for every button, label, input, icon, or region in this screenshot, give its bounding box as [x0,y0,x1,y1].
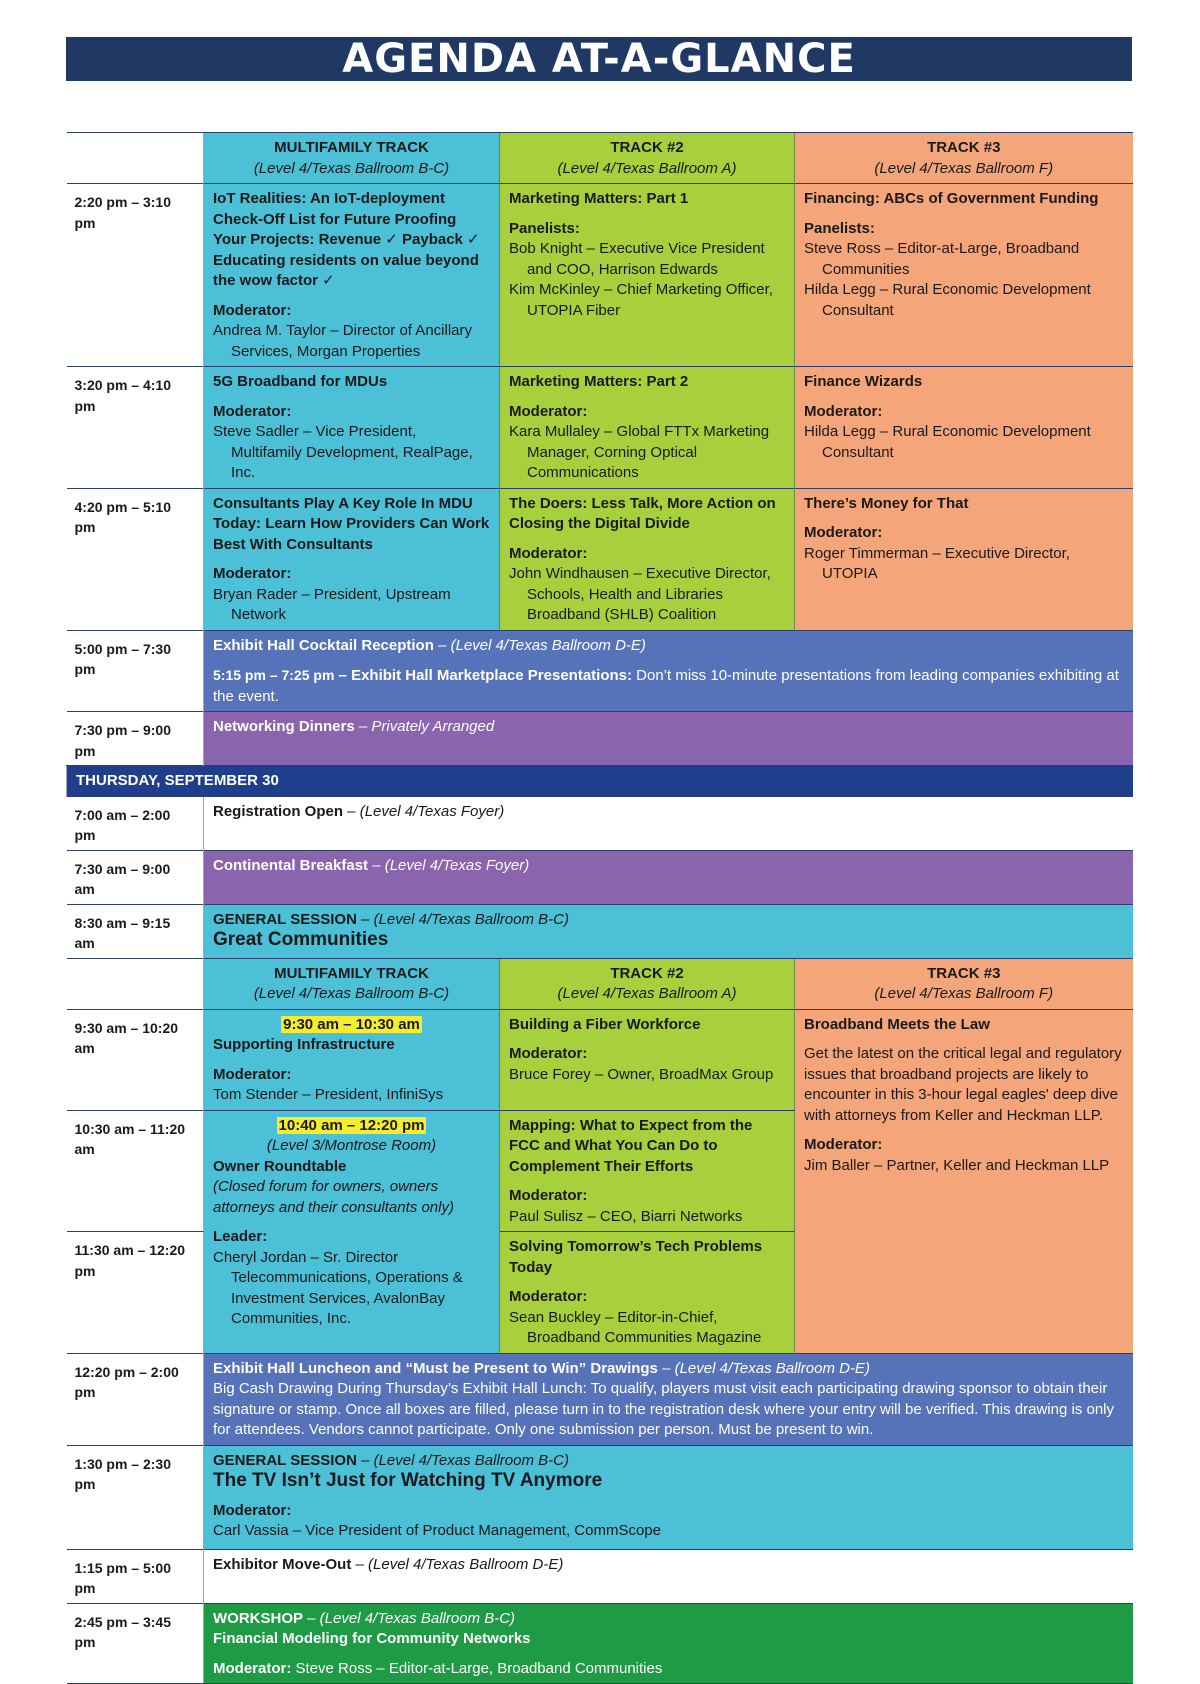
event-location: – (Level 4/Texas Ballroom D-E) [351,1555,564,1573]
speaker: Andrea M. Taylor – Director of Ancillary Services, Morgan Properties [213,322,472,360]
session-role: Moderator: [213,1501,292,1519]
track-name: TRACK #2 [610,139,684,156]
speaker: Kim McKinley – Chief Marketing Officer, UTOPIA Fiber [509,281,773,319]
session-cell [204,1009,500,1110]
session-cell [204,488,500,630]
session-label: GENERAL SESSION [213,910,357,928]
session-title: The Doers: Less Talk, More Action on Closing the Digital Divide [509,494,776,532]
session-title: 5G Broadband for MDUs [213,373,388,390]
highlight-time: 9:30 am – 10:30 am [283,1015,420,1033]
speaker: Sean Buckley – Editor-in-Chief, Broadband Communities Magazine [509,1308,762,1346]
session-role: Moderator: [509,402,588,420]
session-title: Great Communities [213,929,389,950]
sub-title: – Exhibit Hall Marketplace Presentations: [334,667,632,684]
track-name: MULTIFAMILY TRACK [274,964,429,982]
event-location: – (Level 4/Texas Foyer) [343,802,505,820]
session-title: The TV Isn’t Just for Watching TV Anymore [213,1470,603,1491]
session-cell [500,367,795,489]
speaker: Steve Sadler – Vice President, Multifamily Development, RealPage, Inc. [213,423,473,481]
session-cell [795,184,1133,367]
highlight-time-wrap [213,1015,490,1036]
day-label: THURSDAY, SEPTEMBER 30 [67,766,1133,797]
session-row [67,367,1133,489]
sub-text: Don’t miss 10-minute presentations from leading companies exhibiting at the event. [213,667,1119,705]
time-slot: 10:30 am – 11:20 am [67,1110,204,1232]
session-cell [500,1009,795,1110]
speaker: Kara Mullaley – Global FTTx Marketing Manager, Corning Optical Communications [509,423,770,481]
session-role: Moderator: [804,1136,883,1153]
session-role: Moderator: [804,402,883,420]
header-spacer [67,958,204,1009]
time-slot: 12:20 pm – 2:00 pm [67,1353,204,1445]
session-role: Moderator: [213,402,292,420]
time-slot: 1:15 pm – 5:00 pm [67,1549,204,1603]
event-row [67,1353,1133,1445]
day-row [67,766,1133,797]
track-location: (Level 4/Texas Ballroom B-C) [253,159,450,177]
session-cell [795,488,1133,630]
track-header-track2 [500,133,795,184]
event-description: Big Cash Drawing During Thursday’s Exhibit Hall Lunch: To qualify, players must visit each participating drawing sponsor to obtain their signature or stamp. Once all boxes are filled, please turn in to the registration desk where your entry will be verified. This drawing is only for attendees. Vendors cannot participate. Only one submission per person. Must be present to win. [213,1380,1114,1438]
time-slot: 8:30 am – 9:15 am [67,904,204,958]
session-role: Moderator: [509,544,588,562]
event-title: Exhibit Hall Cocktail Reception [213,636,434,654]
session-title: Finance Wizards [804,373,923,390]
session-title: Marketing Matters: Part 1 [509,190,689,207]
event-title: Continental Breakfast [213,856,369,874]
session-role: Moderator: [213,1065,292,1083]
event-location: – (Level 4/Texas Ballroom D-E) [433,636,646,654]
event-title: Registration Open [213,802,344,820]
session-title: There’s Money for That [804,494,969,512]
session-role: Moderator: [213,301,292,319]
speaker: John Windhausen – Executive Director, Schools, Health and Libraries Broadband (SHLB) Coalition [509,565,771,623]
speaker: Cheryl Jordan – Sr. Director Telecommunications, Operations & Investment Services, AvalonBay Communities, Inc. [213,1248,463,1327]
session-role: Panelists: [509,219,580,237]
session-role: Panelists: [804,219,875,237]
session-role: Moderator: [213,1659,292,1677]
speaker: Tom Stender – President, InfiniSys [213,1086,444,1103]
time-slot: 2:20 pm – 3:10 pm [67,184,204,367]
time-slot: 7:30 am – 9:00 am [67,850,204,904]
event-row [67,712,1133,766]
track-name: TRACK #2 [610,964,684,982]
session-role: Leader: [213,1228,268,1245]
speaker: Bob Knight – Executive Vice President and COO, Harrison Edwards [509,240,765,278]
event-note: – Privately Arranged [354,718,495,735]
highlight-time: 10:40 am – 12:20 pm [278,1116,425,1134]
track-header-track3 [795,133,1133,184]
session-cell [795,1009,1133,1353]
track-location: (Level 4/Texas Ballroom A) [557,159,737,177]
speaker: Jim Baller – Partner, Keller and Heckman LLP [804,1156,1110,1174]
session-cell [204,1110,500,1353]
speaker: Steve Ross – Editor-at-Large, Broadband Communities [804,240,1080,278]
session-cell [204,184,500,367]
session-cell [795,367,1133,489]
time-slot: 3:20 pm – 4:10 pm [67,367,204,489]
session-description: Get the latest on the critical legal and regulatory issues that broadband projects are likely to encounter in this 3-hour legal eagles' deep dive with attorneys from Keller and Heckman LLP. [804,1045,1122,1124]
speaker: Hilda Legg – Rural Economic Development Consultant [804,281,1091,319]
speaker: Roger Timmerman – Executive Director, UTOPIA [804,544,1070,582]
track-name: TRACK #3 [927,139,1001,156]
session-title: Marketing Matters: Part 2 [509,373,689,390]
dinners-cell [204,712,1133,766]
track-header-row [67,958,1133,1009]
track-name: TRACK #3 [927,964,1001,982]
session-cell [500,1232,795,1354]
session-row [67,1009,1133,1110]
time-slot: 11:30 am – 12:20 pm [67,1232,204,1354]
speaker: Hilda Legg – Rural Economic Development Consultant [804,423,1091,461]
event-row [67,904,1133,958]
time-slot: 4:20 pm – 5:10 pm [67,488,204,630]
event-title: Exhibitor Move-Out [213,1555,352,1573]
session-title: Supporting Infrastructure [213,1036,395,1053]
session-title: Building a Fiber Workforce [509,1015,701,1033]
track-location: (Level 4/Texas Ballroom F) [874,159,1054,177]
event-location: – (Level 4/Texas Ballroom D-E) [657,1359,870,1377]
session-cell [500,1110,795,1232]
time-slot: 1:30 pm – 2:30 pm [67,1445,204,1549]
time-slot: 5:00 pm – 7:30 pm [67,630,204,712]
time-slot: 7:30 pm – 9:00 pm [67,712,204,766]
event-location: – (Level 4/Texas Foyer) [368,856,530,874]
highlight-time-wrap [213,1116,490,1137]
track-header-multifamily [204,958,500,1009]
track-name: MULTIFAMILY TRACK [274,139,429,156]
track-header-row [67,133,1133,184]
registration-cell [204,796,1133,850]
session-title: Mapping: What to Expect from the FCC and What You Can Do to Complement Their Efforts [509,1116,753,1175]
track-header-track2 [500,958,795,1009]
event-row [67,1445,1133,1549]
time-slot: 2:45 pm – 3:45 pm [67,1603,204,1684]
general-session-cell [204,904,1133,958]
session-cell [500,184,795,367]
session-title: Broadband Meets the Law [804,1015,990,1033]
marketplace-text [213,665,1124,707]
session-title: Financial Modeling for Community Networks [213,1630,531,1647]
event-location: – (Level 4/Texas Ballroom B-C) [356,910,569,928]
moveout-cell [204,1549,1133,1603]
speaker: Bryan Rader – President, Upstream Network [213,585,451,623]
session-row [67,488,1133,630]
speaker: Paul Sulisz – CEO, Biarri Networks [509,1207,743,1225]
moderator-line [213,1659,1124,1680]
workshop-cell [204,1603,1133,1684]
speaker: Bruce Forey – Owner, BroadMax Group [509,1065,774,1083]
general-session-cell [204,1445,1133,1549]
track-header-multifamily [204,133,500,184]
reception-cell [204,630,1133,712]
session-label: GENERAL SESSION [213,1451,357,1469]
event-row [67,850,1133,904]
event-row [67,796,1133,850]
speaker: Carl Vassia – Vice President of Product Management, CommScope [213,1522,661,1539]
breakfast-cell [204,850,1133,904]
session-role: Moderator: [509,1288,588,1305]
session-title: Consultants Play A Key Role In MDU Today: Learn How Providers Can Work Best With Consultants [213,494,490,553]
speaker: Steve Ross – Editor-at-Large, Broadband Communities [291,1659,663,1677]
luncheon-cell [204,1353,1133,1445]
track-location: (Level 4/Texas Ballroom F) [874,985,1054,1002]
session-cell [204,367,500,489]
session-title: Owner Roundtable [213,1157,347,1175]
event-row [67,1603,1133,1684]
track-location: (Level 4/Texas Ballroom A) [557,985,737,1002]
session-role: Moderator: [804,524,883,541]
event-location: – (Level 4/Texas Ballroom B-C) [356,1451,569,1469]
track-location: (Level 4/Texas Ballroom B-C) [253,985,450,1002]
event-row [67,1549,1133,1603]
time-slot: 7:00 am – 2:00 pm [67,796,204,850]
session-role: Moderator: [509,1045,588,1062]
event-location: – (Level 4/Texas Ballroom B-C) [303,1609,516,1627]
session-role: Moderator: [509,1187,588,1204]
event-row [67,630,1133,712]
event-title: Networking Dinners [213,718,355,735]
session-note: (Closed forum for owners, owners attorneys and their consultants only) [213,1178,454,1216]
session-label: WORKSHOP [213,1609,303,1627]
page-title: AGENDA AT-A-GLANCE [66,37,1132,81]
agenda-table [66,132,1133,1684]
session-row [67,184,1133,367]
sub-time: 5:15 pm – 7:25 pm [213,667,335,683]
session-title: Financing: ABCs of Government Funding [804,190,1099,207]
session-title: Solving Tomorrow’s Tech Problems Today [509,1238,763,1276]
session-title: IoT Realities: An IoT-deployment Check-Off List for Future Proofing Your Projects: Revenue ✓ Payback ✓ Educating residents on value beyond the wow factor ✓ [213,190,480,289]
header-spacer [67,133,204,184]
time-slot: 9:30 am – 10:20 am [67,1009,204,1110]
track-header-track3 [795,958,1133,1009]
session-room: (Level 3/Montrose Room) [266,1137,437,1154]
session-role: Moderator: [213,565,292,582]
event-title: Exhibit Hall Luncheon and “Must be Present to Win” Drawings [213,1359,658,1377]
session-cell [500,488,795,630]
